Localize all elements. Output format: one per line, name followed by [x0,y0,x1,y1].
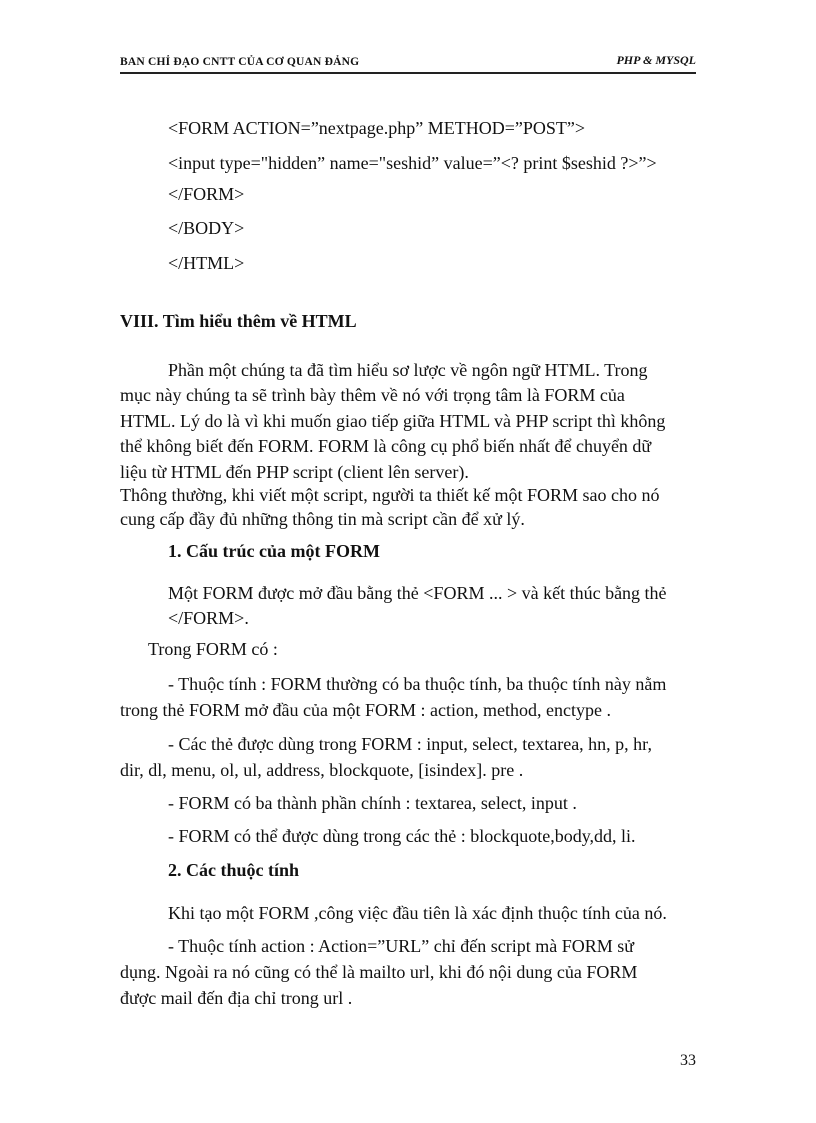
list-item-continuation: được mail đến địa chỉ trong url . [120,988,353,1008]
list-item: - Các thẻ được dùng trong FORM : input, select, textarea, hn, p, hr, [168,734,652,754]
code-line: </HTML> [168,253,245,273]
subsection-heading: 2. Các thuộc tính [168,860,300,880]
paragraph-line: </FORM>. [168,608,249,628]
list-item-continuation: trong thẻ FORM mở đầu của một FORM : action, method, enctype . [120,700,611,720]
code-line: </FORM> [168,184,245,204]
code-line: <FORM ACTION=”nextpage.php” METHOD=”POST”> [168,118,586,138]
paragraph-line: Phần một chúng ta đã tìm hiểu sơ lược về ngôn ngữ HTML. Trong [168,360,648,380]
code-line: </BODY> [168,218,245,238]
page-header [120,50,696,74]
list-item: - Thuộc tính action : Action=”URL” chỉ đến script mà FORM sử [168,936,635,956]
paragraph-line: Trong FORM có : [148,639,278,659]
paragraph-line: liệu từ HTML đến PHP script (client lên server). [120,462,469,482]
paragraph-line: thể không biết đến FORM. FORM là công cụ phổ biến nhất để chuyển dữ [120,436,652,456]
paragraph-line: cung cấp đầy đủ những thông tin mà script cần để xử lý. [120,509,525,529]
list-item: - FORM có ba thành phần chính : textarea, select, input . [168,793,577,813]
subsection-heading: 1. Cấu trúc của một FORM [168,541,380,561]
paragraph-line: HTML. Lý do là vì khi muốn giao tiếp giữa HTML và PHP script thì không [120,411,666,431]
paragraph-line: mục này chúng ta sẽ trình bày thêm về nó với trọng tâm là FORM của [120,385,625,405]
list-item-continuation: dir, dl, menu, ol, ul, address, blockquote, [isindex]. pre . [120,760,524,780]
code-line: <input type="hidden” name="seshid” value=”<? print $seshid ?>”> [168,153,657,173]
list-item-continuation: dụng. Ngoài ra nó cũng có thể là mailto url, khi đó nội dung của FORM [120,962,638,982]
header-organization: BAN CHỈ ĐẠO CNTT CỦA CƠ QUAN ĐẢNG [120,56,360,68]
paragraph-line: Khi tạo một FORM ,công việc đầu tiên là xác định thuộc tính của nó. [168,903,667,923]
list-item: - FORM có thể được dùng trong các thẻ : blockquote,body,dd, li. [168,826,636,846]
paragraph-line: Một FORM được mở đầu bằng thẻ <FORM ... > và kết thúc bằng thẻ [168,583,667,603]
paragraph-line: Thông thường, khi viết một script, người ta thiết kế một FORM sao cho nó [120,485,660,505]
header-book-title: PHP & MYSQL [616,53,696,67]
page-number: 33 [680,1052,696,1069]
section-heading: VIII. Tìm hiểu thêm về HTML [120,311,357,331]
list-item: - Thuộc tính : FORM thường có ba thuộc tính, ba thuộc tính này nằm [168,674,667,694]
